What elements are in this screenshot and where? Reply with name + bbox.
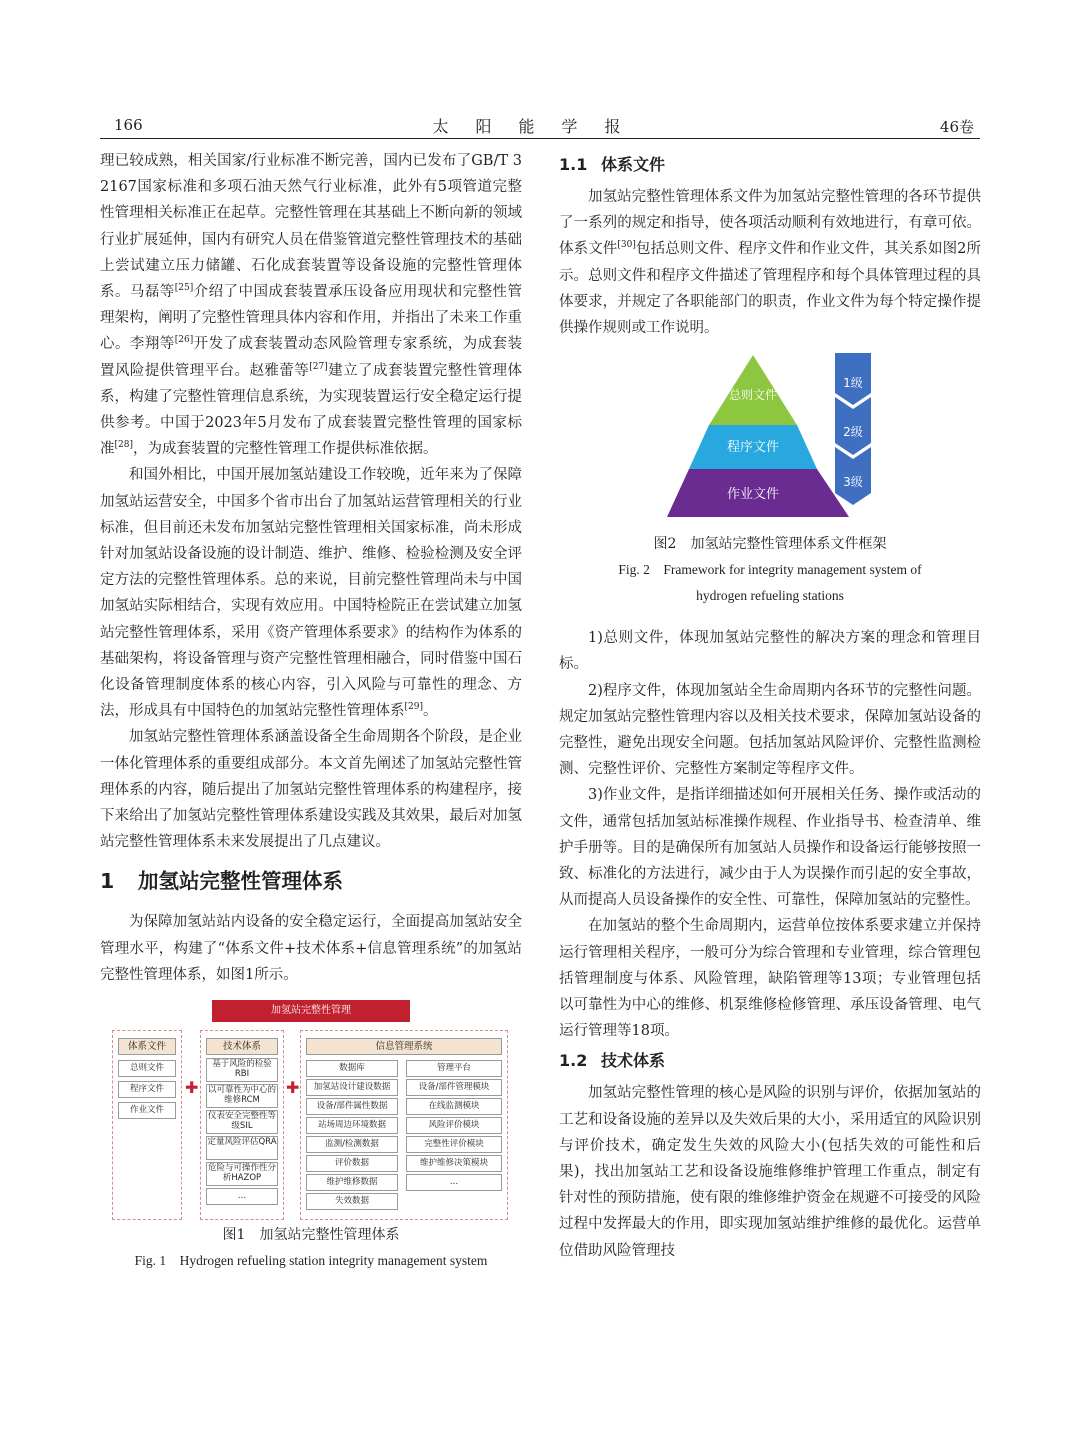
citation[interactable]: [30] — [617, 240, 636, 251]
citation[interactable]: [25] — [174, 283, 194, 294]
citation[interactable]: [29] — [404, 702, 423, 713]
paragraph: 在加氢站的整个生命周期内，运营单位按体系要求建立并保持运行管理相关程序，一般可分为综合管理和专业管理，综合管理包括管理制度与体系、风险管理，缺陷管理等13项；专业管理包括以可靠性为中心的维修、机泵维修检修管理、承压设备管理、电气运行管理等18项。 — [559, 918, 981, 1040]
paragraph: 理已较成熟，相关国家/行业标准不断完善，国内已发布了GB/T 32167国家标准和多项石油天然气行业标准，此外有5项管道完整性管理相关标准正在起草。完整性管理在其基础上不断向新的领域行业扩展延伸，国内有研究人员在借鉴管道完整性管理技术的基础上尝试建立压力储罐、石化成套装置等设备设施的完整性管理体系。马磊等[25]介绍了中国成套装置承压设备应用现状和完整性管理架构，阐明了完整性管理具体内容和作用，并指出了未来工作重心。李翔等[26]开发了成套装置动态风险管理专家系统，为成套装置风险提供管理平台。赵雅蕾等[27]建立了成套装置完整性管理体系，构建了完整性管理信息系统，为实现装置运行安全稳定运行提供参考。中国于2023年5月发布了成套装置完整性管理的国家标准[28]，为成套装置的完整性管理工作提供标准依据。 — [100, 153, 523, 458]
fig1-col1-title: 体系文件 — [118, 1038, 176, 1055]
fig2-pyramid-diagram — [559, 353, 981, 531]
subsection-heading: 1.2 技术体系 — [559, 1051, 666, 1071]
fig1-box: 失效数据 — [306, 1193, 398, 1210]
level-tag-2: 2级 — [843, 425, 863, 440]
level-tag-3: 3级 — [843, 475, 863, 490]
paragraph: 2)程序文件，体现加氢站全生命周期内各环节的完整性问题。规定加氢站完整性管理内容以及相关技术要求，保障加氢站设备的完整性，避免出现安全问题。包括加氢站风险评价、完整性监测检测、完整性评价、完整性方案制定等程序文件。 — [559, 682, 981, 778]
plus-icon: ✚ — [286, 1078, 300, 1098]
right-column — [559, 148, 981, 1264]
fig1-box: … — [206, 1188, 278, 1205]
fig1-panel-documents — [112, 1030, 182, 1220]
paragraph: 为保障加氢站站内设备的安全稳定运行，全面提高加氢站安全管理水平，构建了“体系文件+技术体系+信息管理系统”的加氢站完整性管理体系，如图1所示。 — [100, 914, 522, 983]
citation[interactable]: [26] — [174, 335, 194, 346]
fig2-caption-en: Fig. 2 Framework for integrity management system of — [618, 562, 922, 578]
page-header — [100, 112, 980, 139]
fig1-box: … — [406, 1174, 502, 1191]
pyramid-label-top: 总则文件 — [728, 388, 778, 403]
fig1-box: 以可靠性为中心的维修RCM — [206, 1084, 278, 1108]
section-heading: 1 加氢站完整性管理体系 — [100, 869, 343, 894]
fig1-box: 在线监测模块 — [406, 1098, 502, 1115]
page-number: 166 — [114, 116, 143, 134]
fig1-box: 设备/部件属性数据 — [306, 1098, 398, 1115]
fig1-box: 加氢站设计建设数据 — [306, 1079, 398, 1096]
plus-icon: ✚ — [185, 1078, 199, 1098]
fig1-box: 监测/检测数据 — [306, 1136, 398, 1153]
fig1-box: 维护维修数据 — [306, 1174, 398, 1191]
fig1-box: 程序文件 — [118, 1081, 176, 1098]
paragraph: 1)总则文件，体现加氢站完整性的解决方案的理念和管理目标。 — [559, 630, 981, 673]
fig1-box: 仪表安全完整性等级SIL — [206, 1110, 278, 1134]
fig1-box: 设备/部件管理模块 — [406, 1079, 502, 1096]
fig1-caption: 图1 加氢站完整性管理体系 — [222, 1227, 400, 1244]
fig1-box: 风险评价模块 — [406, 1117, 502, 1134]
fig1-box: 数据库 — [306, 1060, 398, 1077]
paragraph: 和国外相比，中国开展加氢站建设工作较晚，近年来为了保障加氢站运营安全，中国多个省市出台了加氢站运营管理相关的行业标准，但目前还未发布加氢站完整性管理相关国家标准，尚未形成针对加氢站设备设施的设计制造、维护、维修、检验检测及安全评定方法的完整性管理体系。总的来说，目前完整性管理尚未与中国加氢站实际相结合，实现有效应用。中国特检院正在尝试建立加氢站完整性管理体系，采用《资产管理体系要求》的结构作为体系的基础架构，将设备管理与资产完整性管理相融合，同时借鉴中国石化设备管理制度体系的核心内容，引入风险与可靠性的理念、方法，形成具有中国特色的加氢站完整性管理体系[29]。 — [100, 467, 522, 720]
fig1-box: 总则文件 — [118, 1060, 176, 1077]
fig1-col3-title: 信息管理系统 — [306, 1038, 502, 1055]
fig1-box: 评价数据 — [306, 1155, 398, 1172]
fig1-box: 完整性评价模块 — [406, 1136, 502, 1153]
fig1-box: 作业文件 — [118, 1102, 176, 1119]
paragraph: 加氢站完整性管理体系文件为加氢站完整性管理的各环节提供了一系列的规定和指导，使各项活动顺利有效地进行，有章可依。体系文件[30]包括总则文件、程序文件和作业文件，其关系如图2所示。总则文件和程序文件描述了管理程序和每个具体管理过程的具体要求，并规定了各职能部门的职责，作业文件为每个特定操作提供操作规则或工作说明。 — [559, 189, 981, 337]
fig1-box: 定量风险评估QRA — [206, 1136, 278, 1160]
volume-label: 46卷 — [939, 118, 974, 136]
fig1-caption-en: Fig. 1 Hydrogen refueling station integrity management system — [134, 1253, 488, 1269]
figure-2 — [559, 353, 981, 531]
citation[interactable]: [28] — [114, 440, 133, 451]
fig1-box: 危险与可操作性分析HAZOP — [206, 1162, 278, 1186]
fig1-box: 管理平台 — [406, 1060, 502, 1077]
left-column — [100, 148, 522, 1274]
fig1-box: 维护维修决策模块 — [406, 1155, 502, 1172]
fig1-box: 站场周边环境数据 — [306, 1117, 398, 1134]
fig1-top-box: 加氢站完整性管理 — [212, 1000, 410, 1022]
figure-1 — [100, 1000, 522, 1222]
paragraph: 加氢站完整性管理体系涵盖设备全生命周期各个阶段，是企业一体化管理体系的重要组成部分。本文首先阐述了加氢站完整性管理体系的内容，随后提出了加氢站完整性管理体系的构建程序，接下来给出了加氢站完整性管理体系建设实践及其效果，最后对加氢站完整性管理体系未来发展提出了几点建议。 — [100, 729, 522, 851]
pyramid-label-middle: 程序文件 — [726, 440, 780, 456]
paragraph: 3)作业文件，是指详细描述如何开展相关任务、操作或活动的文件，通常包括加氢站标准操作规程、作业指导书、检查清单、维护手册等。目的是确保所有加氢站人员操作和设备运行能够按照一致、标准化的方法进行，减少由于人为误操作而引起的安全事故，从而提高人员设备操作的安全性、可靠性，保障加氢站的完整性。 — [559, 787, 981, 909]
journal-title: 太阳能学报 — [432, 117, 648, 136]
citation[interactable]: [27] — [309, 361, 328, 372]
fig1-box: 基于风险的检验RBI — [206, 1058, 278, 1082]
paragraph: 加氢站完整性管理的核心是风险的识别与评价，依据加氢站的工艺和设备设施的差异以及失效后果的大小，采用适宜的风险识别与评价技术，确定发生失效的风险大小(包括失效的可能性和后果)，找出加氢站工艺和设备设施维修维护管理工作重点，制定有针对性的预防措施，使有限的维修维护资金在规避不可接受的风险过程中发挥最大的作用，即实现加氢站维护维修的最优化。运营单位借助风险管理技 — [559, 1085, 981, 1259]
fig1-col2-title: 技术体系 — [206, 1038, 278, 1055]
fig2-caption: 图2 加氢站完整性管理体系文件框架 — [653, 536, 887, 553]
level-tag-1: 1级 — [843, 376, 863, 391]
subsection-heading: 1.1 体系文件 — [559, 155, 666, 174]
fig2-caption-en: hydrogen refueling stations — [696, 588, 844, 604]
pyramid-label-bottom: 作业文件 — [726, 487, 780, 503]
